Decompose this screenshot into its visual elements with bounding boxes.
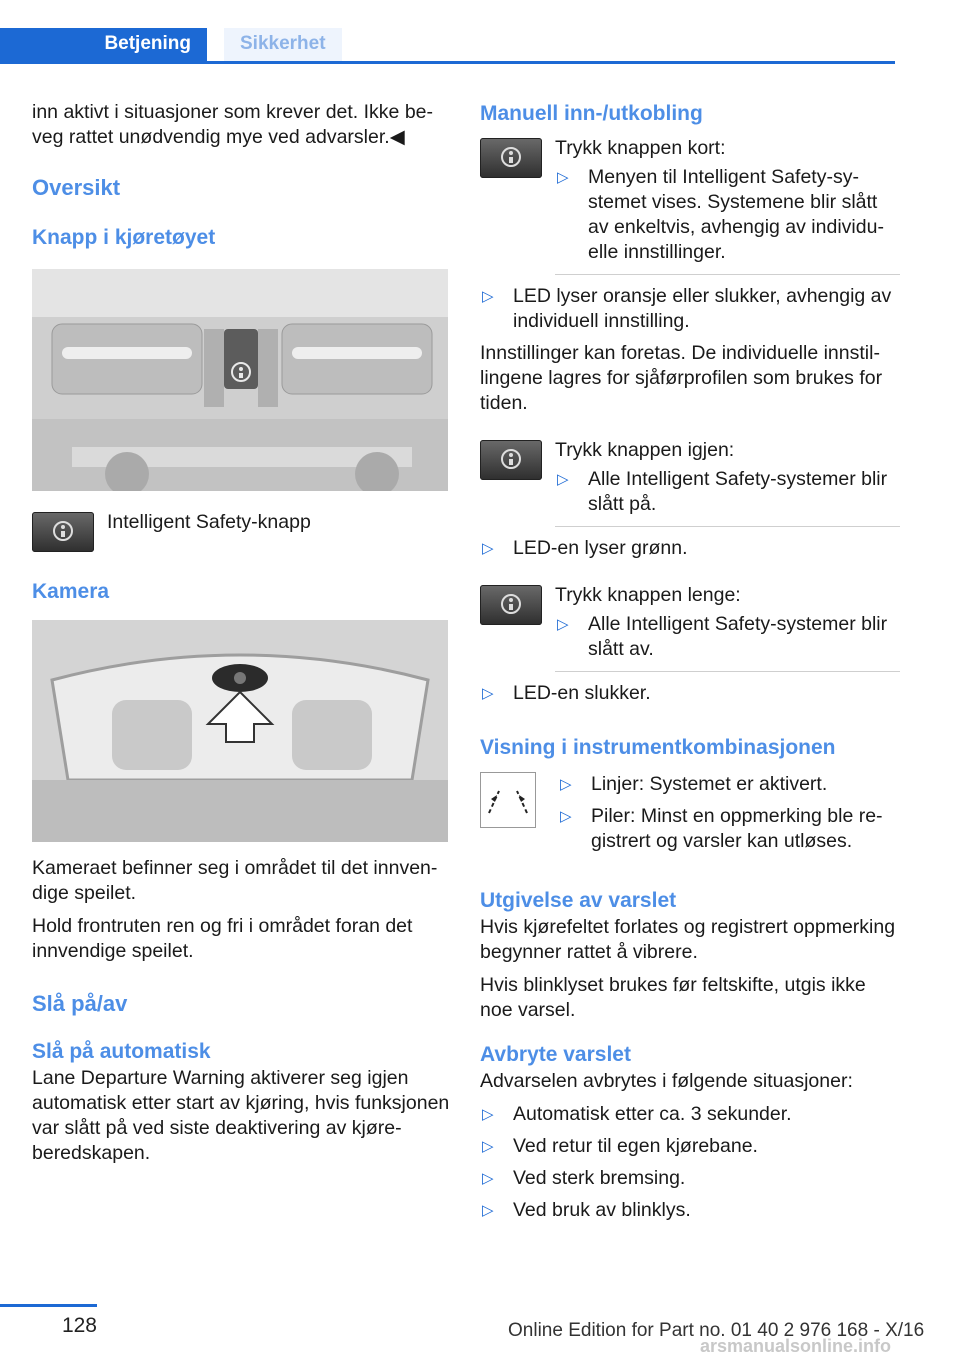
issue-text-1: Hvis kjørefeltet forlates og registrert oppmerking begynner rattet å vibrere. xyxy=(480,916,896,963)
windshield-illustration xyxy=(32,620,448,842)
tab-sikkerhet[interactable]: Sikkerhet xyxy=(224,28,342,61)
heading-auto-on: Slå på automatisk xyxy=(32,1040,211,1063)
divider xyxy=(555,526,900,527)
page-number: 128 xyxy=(61,1314,97,1337)
heading-manual: Manuell inn-/utkobling xyxy=(480,102,703,125)
dashboard-button-photo xyxy=(32,269,448,491)
heading-on-off: Slå på/av xyxy=(32,991,128,1016)
heading-cancel-warning: Avbryte varslet xyxy=(480,1043,631,1066)
press-long-block xyxy=(480,583,900,669)
chapter-tabs xyxy=(0,28,895,64)
display-block xyxy=(480,772,900,861)
list-item: ▷ Alle Intelligent Safety-systemer blir slått av. xyxy=(555,612,900,662)
intro-text: inn aktivt i situasjoner som krever det. Ikke beveg rattet unødvendig mye ved advarsler.◀ xyxy=(32,101,434,148)
camera-location-text: Kameraet befinner seg i området til det innvendige speilet. xyxy=(32,857,438,904)
issue-text-2: Hvis blinklyset brukes før feltskifte, utgis ikke noe varsel. xyxy=(480,974,866,1021)
press-long-list xyxy=(555,612,900,662)
auto-on-text: Lane Departure Warning aktiverer seg igjen automatisk etter start av kjøring, hvis funksjonen var slått på ved siste deaktivering av kjøreberedskapen. xyxy=(32,1067,450,1164)
intelligent-safety-button-icon xyxy=(480,585,542,625)
footer-rule xyxy=(0,1304,97,1307)
list-item: ▷ Linjer: Systemet er aktivert. xyxy=(558,772,900,797)
heading-issue-warning: Utgivelse av varslet xyxy=(480,889,677,912)
list-item: ▷ Menyen til Intelligent Safety-systemet vises. Systemene blir slått av enkeltvis, avhengig av individuelle innstillinger. xyxy=(555,165,900,265)
display-list xyxy=(558,772,900,861)
cancel-list xyxy=(480,1102,900,1223)
cancel-text: Advarselen avbrytes i følgende situasjoner: xyxy=(480,1070,853,1092)
list-item: ▷ Ved sterk bremsing. xyxy=(480,1166,900,1191)
list-item: ▷ Ved bruk av blinklys. xyxy=(480,1198,900,1223)
press-again-block xyxy=(480,438,900,524)
settings-text: Innstillinger kan foretas. De individuelle innstillingene lagres for sjåførprofilen som brukes for tiden. xyxy=(480,342,883,414)
heading-display: Visning i instrumentkombinasjonen xyxy=(480,736,836,759)
heading-overview: Oversikt xyxy=(32,175,121,200)
dashboard-illustration xyxy=(32,269,448,491)
intelligent-safety-button-icon xyxy=(32,512,94,552)
list-item: ▷ Ved retur til egen kjørebane. xyxy=(480,1134,900,1159)
press-again-label: Trykk knappen igjen: xyxy=(555,439,735,461)
press-again-led-list xyxy=(480,536,900,561)
camera-clean-text: Hold frontruten ren og fri i området foran det innvendige speilet. xyxy=(32,915,413,962)
press-short-label: Trykk knappen kort: xyxy=(555,137,726,159)
press-short-led-list xyxy=(480,284,900,334)
watermark: arsmanualsonline.info xyxy=(700,1336,892,1356)
safety-button-legend xyxy=(32,510,450,552)
list-item: ▷ Alle Intelligent Safety-systemer blir slått på. xyxy=(555,467,900,517)
edition-note: Online Edition for Part no. 01 40 2 976 168 - X/16 xyxy=(508,1320,925,1341)
divider xyxy=(555,274,900,275)
left-column xyxy=(32,100,450,1174)
list-item: ▷ LED-en slukker. xyxy=(480,681,900,706)
tab-betjening[interactable]: Betjening xyxy=(0,28,207,61)
list-item: ▷ LED-en lyser grønn. xyxy=(480,536,900,561)
list-item: ▷ Automatisk etter ca. 3 sekunder. xyxy=(480,1102,900,1127)
heading-button-in-vehicle: Knapp i kjøretøyet xyxy=(32,226,216,249)
press-short-block xyxy=(480,136,900,272)
heading-camera: Kamera xyxy=(32,580,110,603)
list-item: ▷ Piler: Minst en oppmerking ble registrert og varsler kan utløses. xyxy=(558,804,900,854)
intelligent-safety-button-icon xyxy=(480,138,542,178)
camera-location-photo xyxy=(32,620,448,842)
press-long-label: Trykk knappen lenge: xyxy=(555,584,741,606)
press-short-list xyxy=(555,165,900,265)
right-column xyxy=(480,100,900,1230)
safety-button-caption: Intelligent Safety-knapp xyxy=(107,511,311,533)
list-item: ▷ LED lyser oransje eller slukker, avhengig av individuell innstilling. xyxy=(480,284,900,334)
divider xyxy=(555,671,900,672)
intelligent-safety-button-icon xyxy=(480,440,542,480)
press-again-list xyxy=(555,467,900,517)
lane-warning-icon xyxy=(480,772,536,828)
press-long-led-list xyxy=(480,681,900,706)
